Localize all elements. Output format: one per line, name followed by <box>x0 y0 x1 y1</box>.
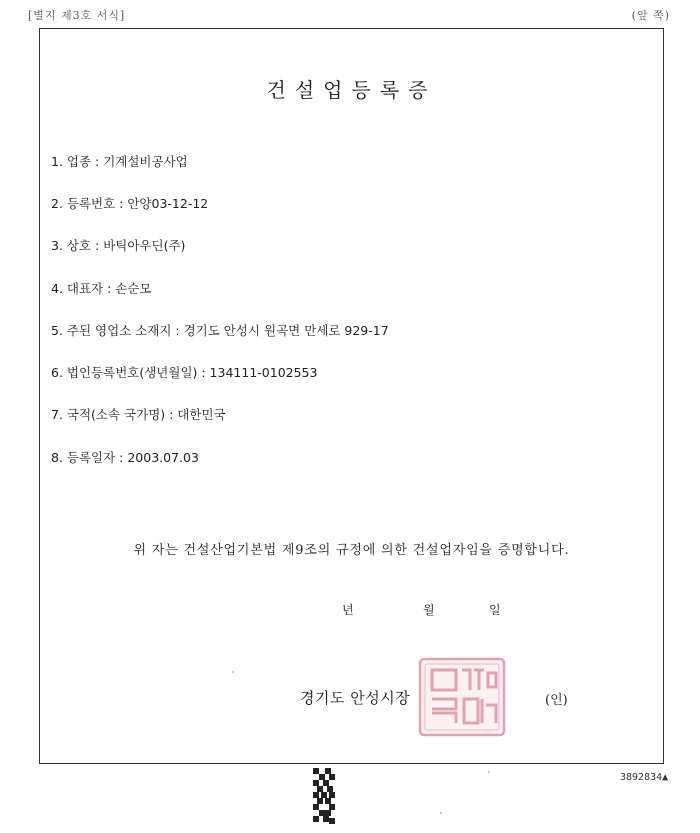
official-seal-stamp <box>418 657 506 737</box>
barcode-pattern <box>313 768 335 824</box>
certification-statement: 위 자는 건설산업기본법 제9조의 규정에 의한 건설업자임을 증명합니다. <box>133 543 570 558</box>
item-corporate-number: 6. 법인등록번호(생년월일) : 134111-0102553 <box>51 365 318 380</box>
year-label: 년 <box>342 603 354 617</box>
item-representative: 4. 대표자 : 손순모 <box>51 281 152 296</box>
item-company-name: 3. 상호 : 바틱아우딘(주) <box>51 238 186 253</box>
scan-speck <box>232 671 234 673</box>
item-nationality: 7. 국적(소속 국가명) : 대한민국 <box>51 407 226 422</box>
scan-speck <box>488 771 490 773</box>
issuer-title: 경기도 안성시장 <box>300 689 411 707</box>
day-label: 일 <box>489 603 501 617</box>
form-number-label: [별지 제3호 서식] <box>28 9 126 22</box>
document-serial-number: 3892834▲ <box>620 772 669 783</box>
item-registration-date: 8. 등록일자 : 2003.07.03 <box>51 450 199 465</box>
page-side-label: (앞 쪽) <box>631 9 670 22</box>
certificate-frame <box>39 28 664 764</box>
item-office-address: 5. 주된 영업소 소재지 : 경기도 안성시 원곡면 만세로 929-17 <box>51 323 389 338</box>
seal-mark-label: (인) <box>545 693 568 708</box>
item-business-type: 1. 업종 : 기계설비공사업 <box>51 154 188 169</box>
month-label: 월 <box>423 603 435 617</box>
certificate-title: 건설업등록증 <box>266 78 437 102</box>
scan-speck <box>440 812 442 814</box>
item-registration-number: 2. 등록번호 : 안양03-12-12 <box>51 196 209 211</box>
